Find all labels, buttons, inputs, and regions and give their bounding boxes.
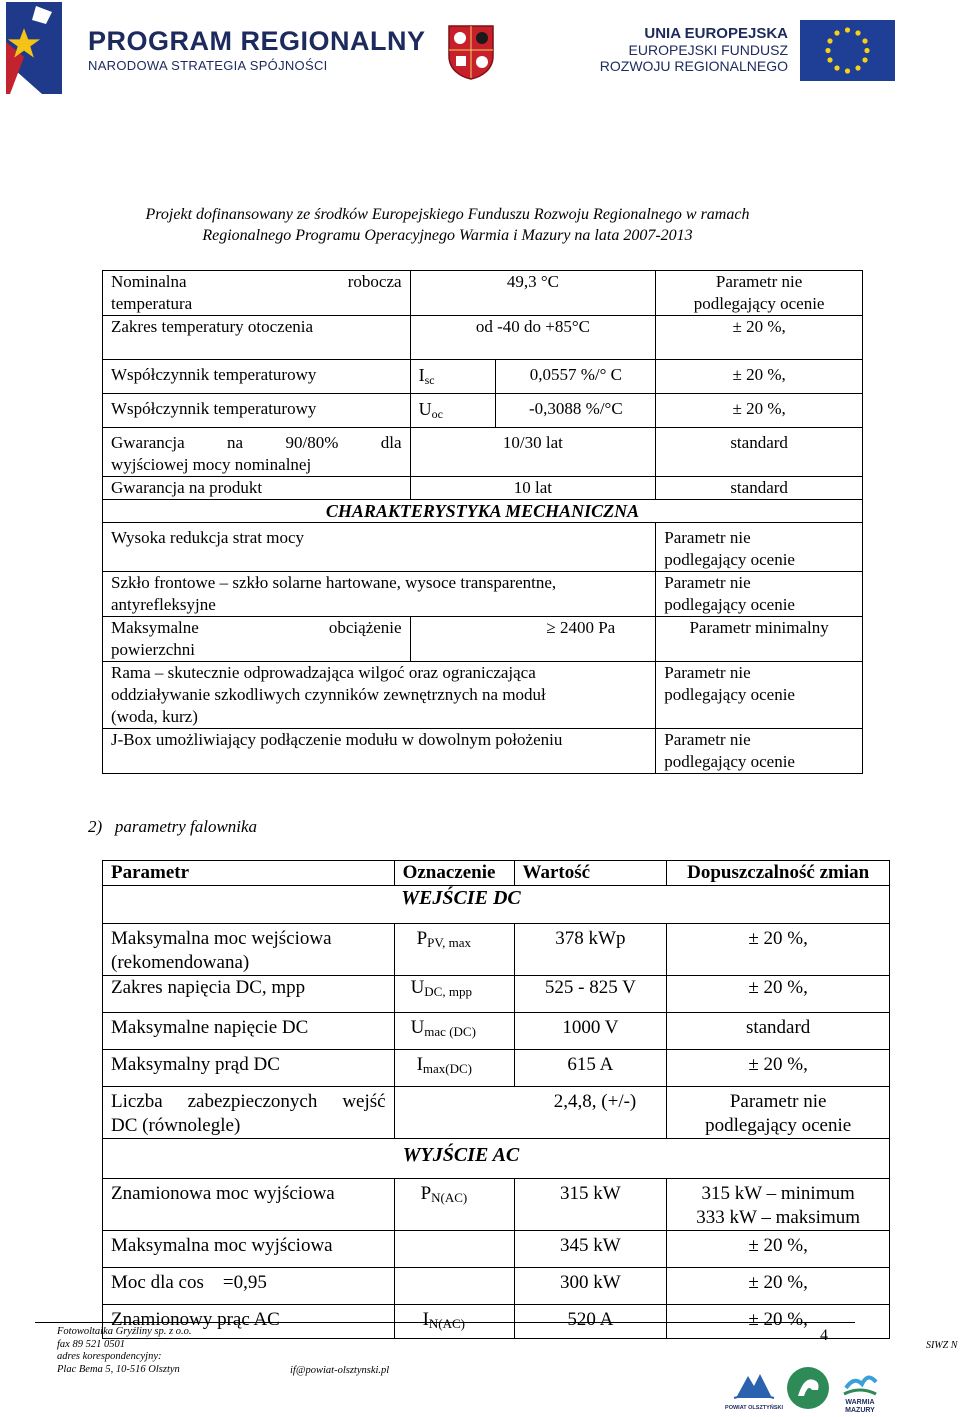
section-heading-inverter [88, 817, 257, 837]
eu-line-1: UNIA EUROPEJSKA [644, 25, 788, 42]
table-row [103, 617, 863, 662]
param-cell: Wysoka redukcja strat mocy [103, 523, 656, 572]
param-cell [103, 924, 395, 976]
tolerance-cell: standard [656, 477, 863, 500]
tolerance-text: 315 kW – minimum [701, 1183, 855, 1204]
param-cell: Maksymalna moc wyjściowa [103, 1231, 395, 1268]
param-text: Gwarancja [111, 433, 185, 452]
symbol-subscript: DC, mpp [424, 984, 472, 999]
param-cell [103, 662, 656, 729]
symbol-cell [394, 1268, 514, 1305]
param-text: zabezpieczonych [187, 1091, 318, 1112]
tolerance-cell [667, 1179, 890, 1231]
param-cell [103, 572, 656, 617]
value-cell: -0,3088 %/°C [496, 394, 656, 428]
param-cell: Gwarancja na produkt [103, 477, 411, 500]
tolerance-text: podlegający ocenie [664, 685, 795, 704]
footer-email-link[interactable]: if@powiat-olsztynski.pl [290, 1365, 390, 1376]
inverter-parameters-table [102, 860, 890, 1339]
tolerance-text: Parametr nie [715, 272, 803, 291]
param-cell: Współczynnik temperaturowy [103, 360, 411, 394]
footer-contact [57, 1326, 191, 1376]
tolerance-text: Parametr nie [664, 663, 751, 682]
table-row [103, 523, 863, 572]
param-text: 90/80% [285, 433, 339, 452]
section-number: 2) [88, 817, 103, 836]
table-row [103, 394, 863, 428]
param-cell: Znamionowy prąc AC [103, 1305, 395, 1339]
param-text: Szkło frontowe – szkło solarne hartowane, wysoce transparentne, [111, 573, 557, 592]
module-parameters-table [102, 270, 863, 774]
tolerance-cell: ± 20 %, [656, 360, 863, 394]
tolerance-cell: ± 20 %, [667, 1231, 890, 1268]
tolerance-text: Parametr nie [664, 528, 751, 547]
param-cell: Zakres temperatury otoczenia [103, 316, 411, 360]
header-symbol: Oznaczenie [394, 861, 514, 886]
param-cell [103, 1087, 395, 1139]
footer-address: Plac Bema 5, 10-516 Olsztyn [57, 1363, 180, 1375]
table-row [103, 1231, 890, 1268]
tolerance-cell: standard [667, 1013, 890, 1050]
document-code: SIWZ N [926, 1340, 958, 1351]
tolerance-cell: standard [656, 428, 863, 477]
symbol-text: I [416, 1054, 423, 1075]
param-text: oddziaływanie szkodliwych czynników zewnętrznych na moduł [111, 685, 546, 704]
table-row [103, 428, 863, 477]
param-cell [103, 617, 411, 662]
table-row [103, 662, 863, 729]
symbol-cell [394, 1050, 514, 1087]
param-text: Maksymalne [111, 618, 199, 637]
param-text: Liczba [111, 1091, 163, 1112]
tolerance-text: podlegający ocenie [664, 550, 795, 569]
symbol-text: P [420, 1183, 432, 1204]
value-cell: 1000 V [514, 1013, 667, 1050]
param-text: wejść [342, 1091, 386, 1112]
program-subtitle: NARODOWA STRATEGIA SPÓJNOŚCI [88, 58, 328, 73]
tolerance-text: podlegający ocenie [664, 752, 795, 771]
symbol-text: I [422, 1309, 429, 1330]
footer-divider [35, 1322, 855, 1323]
param-text: dla [380, 433, 402, 452]
symbol-subscript: max(DC) [422, 1061, 472, 1076]
tolerance-cell: ± 20 %, [667, 976, 890, 1013]
symbol-cell [394, 924, 514, 976]
tolerance-text: Parametr nie [664, 573, 751, 592]
footer-company: Fotowoltaika Gryźliny sp. z o.o. [57, 1326, 192, 1337]
tolerance-text: podlegający ocenie [693, 294, 825, 313]
table-row [103, 729, 863, 774]
value-cell: 315 kW [514, 1179, 667, 1231]
param-cell: Moc dla cos =0,95 [103, 1268, 395, 1305]
symbol-text: U [410, 1017, 425, 1038]
param-text: (rekomendowana) [111, 952, 250, 973]
header-tolerance: Dopuszczalność zmian [667, 861, 890, 886]
page-number: 4 [820, 1327, 828, 1344]
table-header-row [103, 861, 890, 886]
tolerance-text: podlegający ocenie [705, 1115, 852, 1136]
value-cell: 10/30 lat [410, 428, 656, 477]
powiat-olsztynski-logo-icon [725, 1368, 783, 1414]
param-cell: Maksymalne napięcie DC [103, 1013, 395, 1050]
tolerance-cell [656, 271, 863, 316]
header-value: Wartość [514, 861, 667, 886]
param-text: Maksymalna moc wejściowa [111, 928, 332, 949]
param-cell: Zakres napięcia DC, mpp [103, 976, 395, 1013]
symbol-subscript: mac (DC) [424, 1024, 476, 1039]
param-cell [103, 271, 411, 316]
tolerance-text: Parametr nie [729, 1091, 827, 1112]
value-cell: 525 - 825 V [514, 976, 667, 1013]
value-cell: 49,3 °C [410, 271, 656, 316]
value-cell: 345 kW [514, 1231, 667, 1268]
value-cell: ≥ 2400 Pa [410, 617, 656, 662]
value-cell: 520 A [514, 1305, 667, 1339]
param-text: antyrefleksyjne [111, 595, 216, 614]
footer-address-label: adres korespondencyjny: [57, 1351, 162, 1362]
param-text: wyjściowej mocy nominalnej [111, 455, 312, 474]
footer-fax: fax 89 521 0501 [57, 1338, 125, 1350]
funding-note [0, 204, 895, 246]
table-section-row [103, 1139, 890, 1179]
tolerance-cell [667, 1087, 890, 1139]
param-text: temperatura [111, 294, 193, 313]
eu-flag-icon [800, 20, 895, 81]
param-cell: J-Box umożliwiający podłączenie modułu w dowolnym położeniu [103, 729, 656, 774]
symbol-text: I [418, 365, 425, 385]
param-cell: Maksymalny prąd DC [103, 1050, 395, 1087]
param-text: obciążenie [328, 618, 402, 637]
symbol-subscript: N(AC) [431, 1190, 468, 1205]
funding-line-2: Regionalnego Programu Operacyjnego Warmia i Mazury na lata 2007-2013 [202, 227, 693, 244]
value-cell: 10 lat [410, 477, 656, 500]
tolerance-cell: ± 20 %, [667, 1305, 890, 1339]
header-param: Parametr [103, 861, 395, 886]
tolerance-cell [656, 729, 863, 774]
table-row [103, 316, 863, 360]
tolerance-cell: ± 20 %, [667, 1050, 890, 1087]
section-text: parametry falownika [114, 817, 258, 836]
param-text: Nominalna [111, 272, 187, 291]
logo-text: WARMIA [845, 1399, 875, 1406]
eu-line-3: ROZWOJU REGIONALNEGO [599, 58, 788, 74]
symbol-subscript: PV, max [427, 935, 471, 950]
value-cell: 2,4,8, (+/-) [394, 1087, 667, 1139]
tolerance-cell: ± 20 %, [656, 394, 863, 428]
table-row [103, 924, 890, 976]
table-section-row [103, 500, 863, 523]
param-text: na [227, 433, 244, 452]
table-row [103, 477, 863, 500]
tolerance-cell [656, 572, 863, 617]
value-cell: 0,0557 %/° C [496, 360, 656, 394]
table-section-row [103, 886, 890, 924]
logo-text: POWIAT OLSZTYŃSKI [725, 1405, 783, 1411]
param-text: Rama – skutecznie odprowadzająca wilgoć oraz ograniczająca [111, 663, 536, 682]
table-row [103, 360, 863, 394]
table-row [103, 1268, 890, 1305]
tolerance-cell: ± 20 %, [656, 316, 863, 360]
symbol-text: U [418, 399, 432, 419]
section-title-mechanical: CHARAKTERYSTYKA MECHANICZNA [103, 500, 863, 523]
symbol-subscript: sc [424, 373, 435, 387]
eu-fund-text [600, 26, 788, 74]
param-cell [103, 428, 411, 477]
param-text: powierzchni [111, 640, 196, 659]
section-title-ac-output: WYJŚCIE AC [103, 1139, 890, 1179]
tolerance-cell [656, 523, 863, 572]
param-text: (woda, kurz) [111, 707, 198, 726]
tolerance-text: Parametr nie [664, 730, 751, 749]
value-cell: 378 kWp [514, 924, 667, 976]
logo-text: MAZURY [845, 1407, 875, 1414]
symbol-cell [394, 1013, 514, 1050]
table-row [103, 1013, 890, 1050]
value-cell: od -40 do +85°C [410, 316, 656, 360]
symbol-subscript: oc [431, 407, 443, 421]
symbol-cell [394, 1179, 514, 1231]
tolerance-text: 333 kW – maksimum [696, 1207, 861, 1228]
table-row [103, 572, 863, 617]
symbol-text: U [410, 977, 425, 998]
section-title-dc-input: WEJŚCIE DC [103, 886, 890, 924]
tolerance-cell: ± 20 %, [667, 1268, 890, 1305]
symbol-cell [394, 976, 514, 1013]
tolerance-text: podlegający ocenie [664, 595, 795, 614]
symbol-text: P [416, 928, 428, 949]
eu-line-2: EUROPEJSKI FUNDUSZ [628, 42, 788, 58]
table-row [103, 1087, 890, 1139]
value-cell: 300 kW [514, 1268, 667, 1305]
symbol-cell [410, 360, 496, 394]
table-row [103, 1179, 890, 1231]
param-cell: Współczynnik temperaturowy [103, 394, 411, 428]
program-regionalny-logo-icon [6, 2, 62, 94]
funding-line-1: Projekt dofinansowany ze środków Europejskiego Funduszu Rozwoju Regionalnego w ramach [145, 206, 750, 223]
tolerance-cell: Parametr minimalny [656, 617, 863, 662]
table-row [103, 271, 863, 316]
tolerance-cell [656, 662, 863, 729]
param-text: robocza [347, 272, 402, 291]
symbol-cell [394, 1231, 514, 1268]
symbol-subscript: N(AC) [428, 1316, 465, 1331]
param-text: DC (równolegle) [111, 1115, 241, 1136]
value-cell: 615 A [514, 1050, 667, 1087]
stork-logo-icon [786, 1366, 830, 1410]
warmia-mazury-logo-icon [838, 1368, 882, 1414]
table-row [103, 976, 890, 1013]
symbol-cell [410, 394, 496, 428]
warmia-mazury-crest-icon [447, 22, 495, 80]
program-title: PROGRAM REGIONALNY [88, 26, 426, 56]
tolerance-cell: ± 20 %, [667, 924, 890, 976]
param-cell: Znamionowa moc wyjściowa [103, 1179, 395, 1231]
table-row [103, 1050, 890, 1087]
